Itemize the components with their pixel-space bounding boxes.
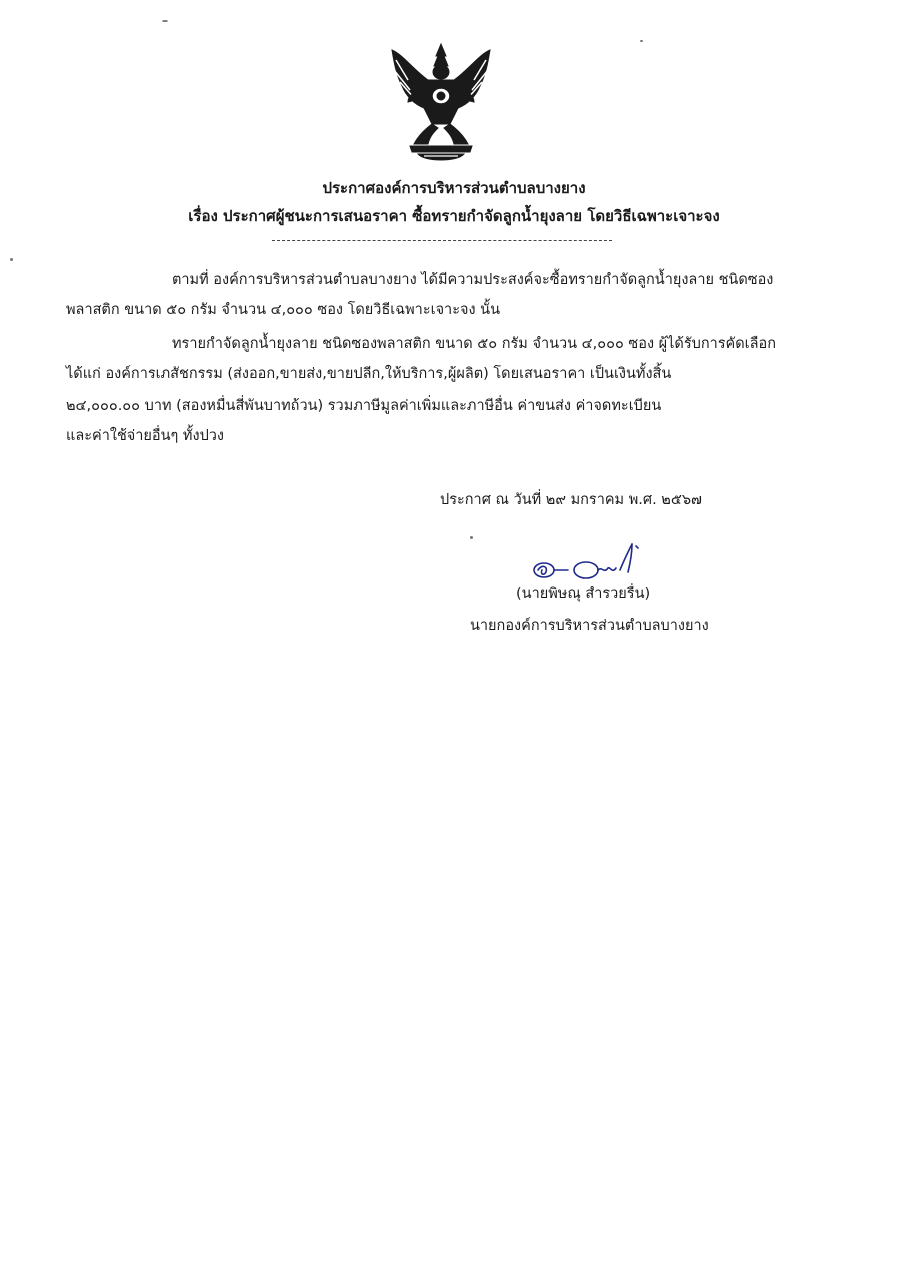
scan-speck (162, 20, 168, 22)
paragraph1-line1: ตามที่ องค์การบริหารส่วนตำบลบางยาง ได้มีความประสงค์จะซื้อทรายกำจัดลูกน้ำยุงลาย ชนิดซอง (172, 272, 774, 288)
garuda-emblem-icon (384, 40, 498, 166)
document-subject: เรื่อง ประกาศผู้ชนะการเสนอราคา ซื้อทรายกำจัดลูกน้ำยุงลาย โดยวิธีเฉพาะเจาะจง (188, 207, 720, 225)
paragraph1-line2: พลาสติก ขนาด ๕๐ กรัม จำนวน ๔,๐๐๐ ซอง โดยวิธีเฉพาะเจาะจง นั้น (66, 302, 501, 318)
handwritten-signature (528, 540, 668, 584)
document-title: ประกาศองค์การบริหารส่วนตำบลบางยาง (322, 179, 586, 197)
announcement-date: ประกาศ ณ วันที่ ๒๙ มกราคม พ.ศ. ๒๕๖๗ (440, 492, 702, 508)
header-divider (272, 240, 612, 241)
paragraph2-line1: ทรายกำจัดลูกน้ำยุงลาย ชนิดซองพลาสติก ขนาด ๕๐ กรัม จำนวน ๔,๐๐๐ ซอง ผู้ได้รับการคัดเลือก (172, 336, 776, 352)
scan-speck (470, 536, 473, 539)
signer-name: (นายพิษณุ สำรวยรื่น) (516, 586, 651, 602)
scan-speck (10, 258, 13, 261)
paragraph2-line3: ๒๔,๐๐๐.๐๐ บาท (สองหมื่นสี่พันบาทถ้วน) รวมภาษีมูลค่าเพิ่มและภาษีอื่น ค่าขนส่ง ค่าจดทะเบียน (66, 398, 662, 414)
signer-position: นายกองค์การบริหารส่วนตำบลบางยาง (470, 618, 709, 634)
paragraph2-line4: และค่าใช้จ่ายอื่นๆ ทั้งปวง (66, 428, 224, 444)
scan-speck (640, 40, 643, 42)
paragraph2-line2: ได้แก่ องค์การเภสัชกรรม (ส่งออก,ขายส่ง,ขายปลีก,ให้บริการ,ผู้ผลิต) โดยเสนอราคา เป็นเงินทั้งสิ้น (66, 366, 672, 382)
